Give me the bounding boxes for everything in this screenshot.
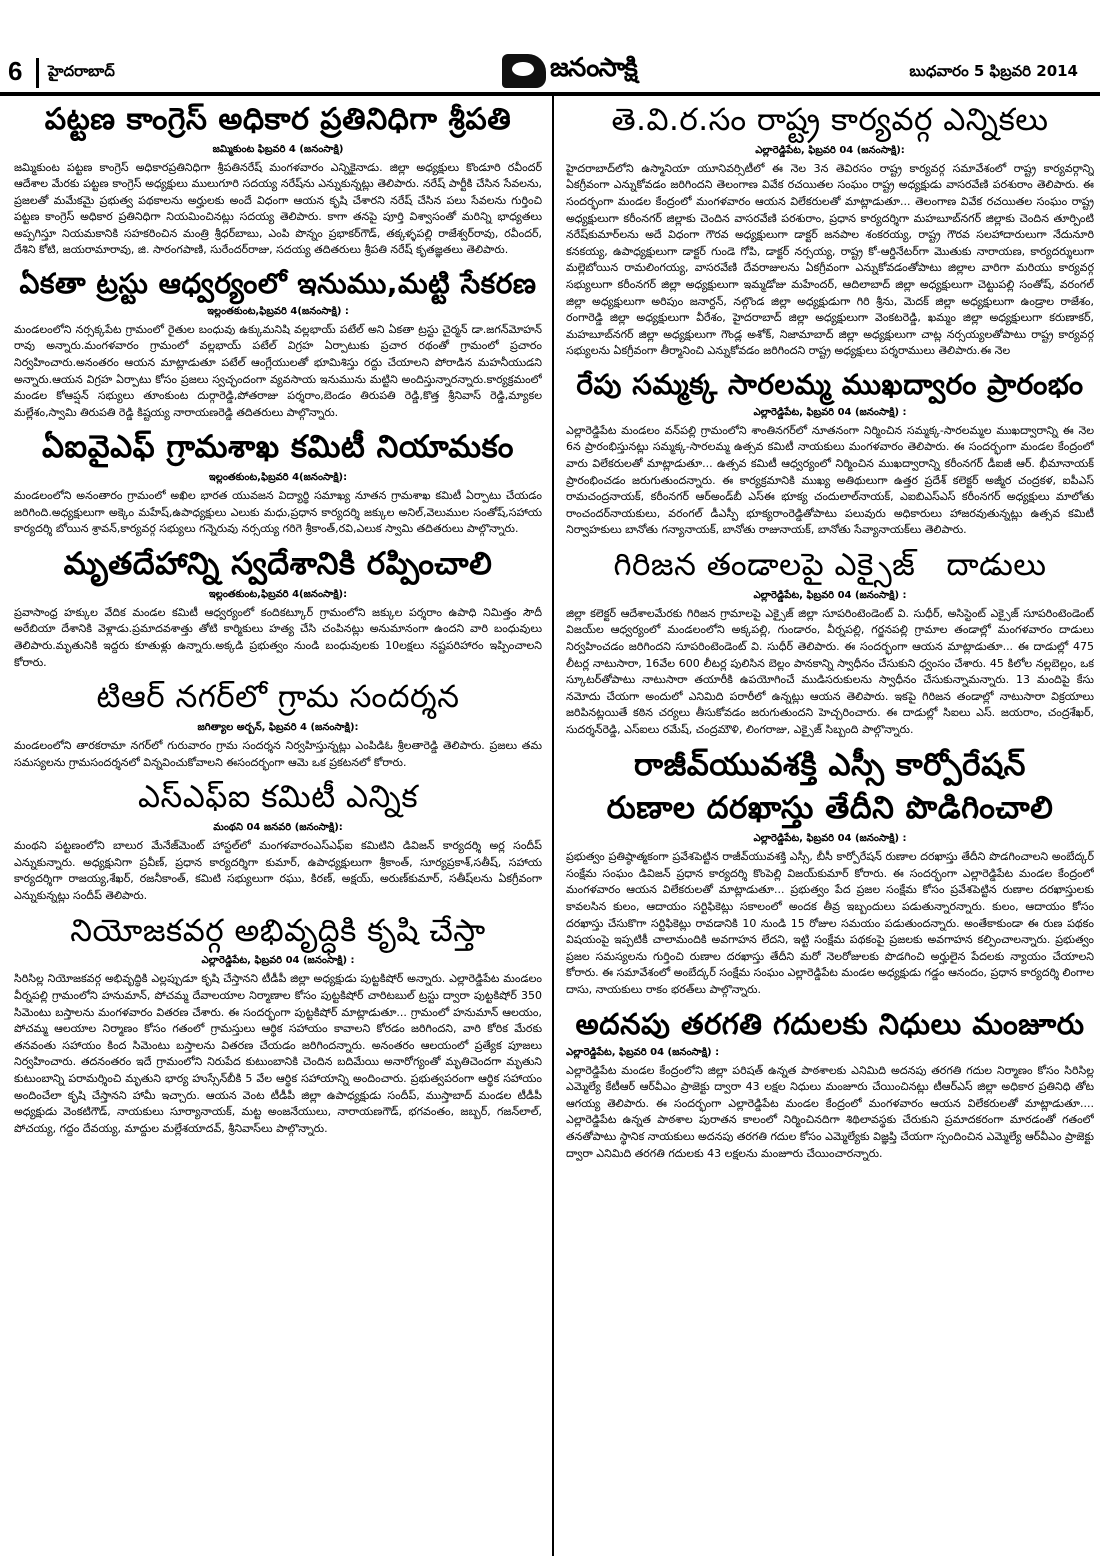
article-dateline: ఇల్లంతకుంట,ఫిబ్రవరి 4(జనంసాక్షి): bbox=[208, 588, 348, 600]
article-body: ప్రవాసాంధ్ర హక్కుల వేదిక మండల కమిటీ ఆధ్వర్యంలో కందికట్కూర్ గ్రామంలోని జక్కుల పర్శరాం ఉపాధి నిమిత్తం సౌదీ అరేబియా దేశానికి వెళ్లాడు.ప్రమాదవశాత్తు తోటి కార్మికులు హత్య చేసి చంపినట్లు అనుమానంగా ఉందని వారి బంధువులు తెలిపారు.మృతునికి ఇద్దరు కూతుళ్లు ఉన్నారు.అక్కడి ప్రభుత్వం నుండి బంధువులకు 10లక్షలు నష్టపరిహారం ఇప్పించాలని కోరారు. bbox=[14, 605, 542, 669]
article-headline: గిరిజన తండాలపై ఎక్సైజ్ దాడులు bbox=[613, 546, 1047, 583]
header-rule-thin bbox=[0, 95, 1100, 96]
article-body: జిల్లా కలెక్టర్ ఆదేశాలమేరకు గిరిజన గ్రామాలపై ఎక్సైజ్ జిల్లా సూపరింటెండెంట్ వి. సుధీర్, అసిస్టెంట్ ఎక్సైజ్ సూపరింటెండెంట్ విజయ్‌ల ఆధ్వర్యంలో మండలంలోని అక్కపల్లి, గుండారం, వీర్నపల్లి, గర్జనపల్లి గ్రామాల తండాల్లో మంగళవారం దాడులు నిర్వహించడం జరిగిందని సూపరింటెండెంట్ వి. సుధీర్ తెలిపారు. ఈ సందర్భంగా ఆయన మాట్లాడుతూ... ఈ దాడుల్లో 475 లీటర్ల నాటుసారా, 16వేల 600 లీటర్ల పులిసిన బెల్లం పానకాన్ని స్వాధీనం చేసుకుని ధ్వంసం చేశారు. 45 కిలోల నల్లబెల్లం, ఒక స్కూటర్‌తోపాటు నాటుసారా తయారీకి ఉపయోగించే ముడిసరుకులను స్వాధీనం చేసుకున్నామన్నారు. 13 మందిపై కేసు నమోదు చేయగా అందులో ఎనిమిది పరారీలో ఉన్నట్లు ఆయన తెలిపారు. ఇకపై గిరిజన తండాల్లో నాటుసారా విక్రయాలు జరిపినట్లయితే కఠిన చర్యలు తీసుకోవడం జరుగుతుందని హెచ్చరించారు. ఈ దాడుల్లో సిఐలు ఎస్. జయరాం, చంద్రశేఖర్, సుదర్శన్‌రెడ్డి, ఎస్‌ఐలు రమేష్, చంద్రమౌళి, లింగరాజు, ఎక్సైజ్ సిబ్బంది పాల్గొన్నారు. bbox=[566, 606, 1094, 736]
newspaper-logo bbox=[502, 52, 637, 90]
article bbox=[566, 366, 1094, 539]
article-headline: రాజీవ్‌యువశక్తి ఎస్సీ కార్పోరేషన్ bbox=[634, 746, 1026, 783]
city-label: హైదరాబాద్ bbox=[48, 62, 115, 80]
page-number: 6 bbox=[8, 56, 23, 86]
article-body: హైదరాబాద్‌లోని ఉస్మానియా యూనివర్సిటీలో ఈ నెల 3న తెవిరసం రాష్ట్ర కార్యవర్గ సమావేశంలో రాష్ట్ర కార్యవర్గాన్ని ఏకగ్రీవంగా ఎన్నుకోవడం జరిగిందని తెలంగాణ వివేక రచయితల సంఘం రాష్ట్ర అధ్యక్షుడు వాసరవేణి పరశురాం తెలిపారు. ఈ సందర్భంగా మండల కేంద్రంలో మంగళవారం ఆయన విలేకరులతో మాట్లాడుతూ... తెలంగాణ వివేక రచయితల సంఘం రాష్ట్ర అధ్యక్షులుగా కరీంనగర్ జిల్లాకు చెందిన వాసరవేణి పరశురాం, ప్రధాన కార్యదర్శిగా మహబూబ్‌నగర్ జిల్లాకు చెందిన తూర్పింటి నరేష్‌కుమార్‌లను అదే విధంగా గౌరవ అధ్యక్షులుగా డాక్టర్ జనపాల శంకరయ్య, రాష్ట్ర గౌరవ సలహాదారులుగా నేదునూరి కనకయ్య, ఉపాధ్యక్షులుగా డాక్టర్ గుండె గోపి, డాక్టర్ నర్సయ్య, రాష్ట్ర కో-ఆర్డినేటర్‌గా మొతుకు నారాయణ, కార్యదర్శులుగా మల్లెబోయిన రామలింగయ్య, వాసరవేణి దేవరాజులను ఏకగ్రీవంగా ఎన్నుకోవడంతోపాటు జిల్లాల వారిగా మరియు కార్యవర్గ సభ్యులుగా కరీంనగర్ జిల్లా అధ్యక్షులుగా ఇమ్మడోజు మహేందర్, ఆదిలాబాద్ జిల్లా అధ్యక్షులుగా చెట్టుపల్లి సంతోష్, వరంగల్ జిల్లా అధ్యక్షులుగా అరిపుం జనార్దన్, నల్గొండ జిల్లా అధ్యక్షుడుగా గిరి శ్రీను, మెదక్ జిల్లా అధ్యక్షులుగా ఉండ్రాల రాజేశం, రంగారెడ్డి జిల్లా అధ్యక్షులుగా వీరేశం, హైదరాబాద్ జిల్లా అధ్యక్షులుగా వెంకటరెడ్డి, ఖమ్మం జిల్లా అధ్యక్షులుగా కరుణాకర్, మహబూబ్‌నగర్ జిల్లా అధ్యక్షులుగా గౌండ్ల అశోక్, నిజామాబాద్ జిల్లా అధ్యక్షులుగా చాట్ల నర్సయ్యలతోపాటు రాష్ట్ర కార్యవర్గ సభ్యులను ఏకగ్రీవంగా తీర్మానించి ఎన్నుకోవడం జరిగిందని రాష్ట్ర అధ్యక్షులు పర్శరాములు తెలిపారు.ఈ నెల bbox=[566, 161, 1094, 358]
article bbox=[14, 777, 542, 904]
article-body: ఎల్లారెడ్డిపేట మండల కేంద్రంలోని జిల్లా పరిషత్ ఉన్నత పాఠశాలకు ఎనిమిది అదనపు తరగతి గదుల నిర్మాణం కోసం సిరిసిల్ల ఎమ్మెల్యే కేటీఆర్ ఆర్‌వీఎం ప్రాజెక్టు ద్వారా 43 లక్షల నిధులు మంజూరు చేయించినట్లు టీఆర్ఎస్ జిల్లా అధికార ప్రతినిధి తోట ఆగయ్య తెలిపారు. ఈ సందర్భంగా ఎల్లారెడ్డిపేట మండల కేంద్రంలో మంగళవారం ఆయన విలేకరులతో మాట్లాడుతూ.... ఎల్లారెడ్డిపేట ఉన్నత పాఠశాల పురాతన కాలంలో నిర్మించినదిగా శిథిలావస్థకు చేరుకుని ప్రమాదకరంగా మారడంతో గతంలో తనతోపాటు స్థానిక నాయకులు అదనపు తరగతి గదుల కోసం ఎమ్మెల్యేకు విజ్ఞప్తి చేయగా స్పందించిన ఎమ్మెల్యే ఆర్‌వీఎం ప్రాజెక్టు ద్వారా ఎనిమిది తరగతి గదులకు 43 లక్షలను మంజూరు చేయించారన్నారు. bbox=[566, 1063, 1094, 1160]
article-headline: రేపు సమ్మక్క సారలమ్మ ముఖద్వారం ప్రారంభం bbox=[576, 367, 1084, 401]
article-dateline: జగిత్యాల అర్బన్, ఫిబ్రవరి 4 (జనంసాక్షి): bbox=[197, 722, 359, 734]
article bbox=[566, 545, 1094, 739]
article-headline-line-2: రుణాల దరఖాస్తు తేదీని పొడిగించాలి bbox=[606, 790, 1054, 827]
article-body: జమ్మికుంట పట్టణ కాంగ్రెస్ అధికారప్రతినిధిగా శ్రీపతినరేష్ మంగళవారం ఎన్నికైనాడు. జిల్లా అధ్యక్షులు కొండూరి రవీందర్ ఆదేశాల మేరకు పట్టణ కాంగ్రెస్ అధ్యక్షులు ములుగూరి సదయ్య నరేష్‌ను ఎన్నుకున్నట్లు తెలిపారు. నరేష్ పార్టీకి చేసిన సేవలను, ప్రజలతో మమేకమై ప్రభుత్వ పథకాలను అర్హులకు అందే విధంగా ఆయన కృషి చేశారని నరేష్ చేసిన పలు సేవలను గుర్తించి పట్టణ కాంగ్రెస్ అధికార ప్రతినిధిగా నియమించినట్లు సదయ్య తెలిపారు. కాగా తనపై పూర్తి విశ్వాసంతో మరిన్ని భాధ్యతలు అప్పగిస్తూ నియమకానికి సహకరించిన మంత్రి శ్రీధర్‌బాబు, ఎంపి పొన్నం ప్రభాకర్‌గౌడ్, తక్కళ్ళపల్లి రాజేశ్వర్‌రావు, రవీందర్, దేశిని కోటి, జయరామారావు, జి. సారంగపాణి, సురేందర్‌రాజు, సదయ్య తదితరులు శ్రీపతి నరేష్ కృతజ్ఞతలు తెలిపారు. bbox=[14, 160, 542, 257]
article-headline: అదనపు తరగతి గదులకు నిధులు మంజూరు bbox=[575, 1006, 1085, 1041]
article bbox=[566, 100, 1094, 360]
article-dateline: జమ్మికుంట ఫిబ్రవరి 4 (జనంసాక్షి) bbox=[212, 143, 344, 155]
masthead bbox=[0, 0, 1100, 95]
article-body: ప్రభుత్వం ప్రతిష్ఠాత్మకంగా ప్రవేశపెట్టిన రాజీవ్‌యువశక్తి ఎస్సీ, బీసీ కార్పోరేషన్ రుణాల దరఖాస్తు తేదీని పొడగించాలని అంబేద్కర్ సంక్షేమ సంఘం డివిజన్ ప్రధాన కార్యదర్శి కొంపెల్లి విజయ్‌కుమార్ కోరారు. ఈ సందర్భంగా ఎల్లారెడ్డిపేట మండల కేంద్రంలో మంగళవారం ఆయన విలేకరులతో మాట్లాడుతూ... ప్రభుత్వం పేద ప్రజల సంక్షేమ కోసం ప్రవేశపెట్టిన రుణాల దరఖాస్తులకు కావలసిన కులం, ఆదాయం సర్టిఫికెట్లు సకాలంలో అందక తీవ్ర ఇబ్బందులు పడుతున్నారన్నారు. కులం, ఆదాయం కోసం దరఖాస్తు చేసుకొగా సర్టిఫికెట్లు రావడానికి 10 నుండి 15 రోజుల సమయం పడుతుందన్నారు. అంతేకాకుండా ఈ రుణ పథకం విషయంపై ఇప్పటికీ చాలామందికి అవగాహన లేదని, ఇట్టి సంక్షేమ పథకంపై ప్రజలకు అవగాహన కల్పించాలన్నారు. ప్రభుత్వం ప్రజల సమస్యలను గుర్తించి రుణాల దరఖాస్తు తేదీని మరో నెలరోజులకు పొడగించి అర్హులైన పేదలకు న్యాయం చేయాలని కోరారు. ఈ సమావేశంలో అంబేద్కర్ సంక్షేమ సంఘం ఎల్లారెడ్డిపేట మండల అధ్యక్షుడు గడ్డం ఆనందం, ప్రధాన కార్యదర్శి లింగాల దాసు, నాయకులు రాకం భరత్‌లు పాల్గొన్నారు. bbox=[566, 850, 1094, 996]
article-headline: నియోజకవర్గ అభివృద్ధికి కృషి చేస్తా bbox=[70, 912, 486, 949]
right-column bbox=[566, 100, 1094, 1556]
article-dateline: ఎల్లారెడ్డిపేట, ఫిబ్రవరి 04 (జనంసాక్షి) : bbox=[753, 589, 907, 601]
logo-map-icon bbox=[502, 54, 546, 88]
article-headline: తె.వి.ర.సం రాష్ట్ర కార్యవర్గ ఎన్నికలు bbox=[611, 102, 1049, 138]
article-dateline: మంథని 04 జనవరి (జనంసాక్షి): bbox=[213, 822, 343, 834]
article-headline: మృతదేహాన్ని స్వదేశానికి రప్పించాలి bbox=[63, 546, 493, 583]
article bbox=[14, 677, 542, 771]
article-dateline: ఎల్లారెడ్డిపేట, ఫిబ్రవరి 04 (జనంసాక్షి) : bbox=[753, 406, 907, 418]
left-column bbox=[14, 100, 542, 1556]
article bbox=[14, 544, 542, 671]
logo-text: జనంసాక్షి bbox=[550, 53, 637, 83]
article-dateline: ఎల్లారెడ్డిపేట, ఫిబ్రవరి 04 (జనంసాక్షి) : bbox=[201, 955, 355, 967]
article bbox=[14, 265, 542, 421]
article-body: ఎల్లారెడ్డిపేట మండలం వన్‌పల్లి గ్రామంలోని శాంతినగర్‌లో నూతనంగా నిర్మించిన సమ్మక్క-సారలమ్మల ముఖద్వారాన్ని ఈ నెల 6న ప్రారంభిస్తునట్లు సమ్మక్క-సారలమ్మ ఉత్సవ కమిటీ నాయకులు మంగళవారం తెలిపారు. ఈ సందర్భంగా మండల కేంద్రంలో వారు విలేకరులతో మాట్లాడుతూ... ఉత్సవ కమిటీ ఆధ్వర్యంలో నిర్మించిన ముఖద్వారాన్ని కరీంనగర్ డీఐజీ ఆర్. భీమానాయక్ ప్రారంభించడం జరుగుతుందన్నారు. ఈ కార్యక్రమానికి ముఖ్య అతిథులుగా ఉత్తర ప్రదేశ్ కలెక్టర్ అజ్మీర చంద్రకళ, ఐపీఎస్ రామచంద్రనాయక్, కరీంనగర్ ఆర్‌అండ్‌బీ ఎస్ఈ భూక్య చందులాల్‌నాయక్, ఎఐబిఎస్ఎస్ కరీంనగర్ అధ్యక్షులు మాలోతు రాంచందర్‌నాయకులు, వరంగల్ డీఎస్పీ భూక్యరాంరెడ్డితోపాటు పలువురు అధికారులు హాజరవుతున్నట్లు ఉత్సవ కమిటీ నిర్వాహకులు బానోతు గన్యానాయక్, బానోతు రాజునాయక్, బానోతు సేవ్యానాయక్‌లు తెలిపారు. bbox=[566, 423, 1094, 537]
article bbox=[14, 911, 542, 1138]
article-body: మండలంలోని నర్సక్కపేట గ్రామంలో రైతుల బంధువు ఉక్కుమనిషి వల్లభాయ్ పటేల్ అని ఏకతా ట్రస్టు చైర్మన్ డా.జగన్‌మోహన్ రావు అన్నారు.మంగళవారం గ్రామంలో వల్లభాయ్ పటేల్ విగ్రహ ఏర్పాటుకు ప్రచార రథంతో గ్రామంలో ప్రచారం నిర్వహించారు.అనంతరం ఆయన మాట్లాడుతూ పటేల్ ఆంగ్లేయులతో భూమిశిస్తు రద్దు చేయాలని పోరాడిన మహనీయుడని అన్నారు.ఆయన విగ్రహ ఏర్పాటు కోసం ప్రజలు స్వచ్ఛందంగా వ్యవసాయ ఇనుమును మట్టిని అందిస్తున్నారన్నారు.కార్యక్రమంలో మండల కోఆప్షన్ సభ్యులు తూంకుంట దుర్గారెడ్డి,పోతరాజు పర్శరాం,బెండం తిరుపతి రెడ్డి,కొత్త శ్రీనివాస్ రెడ్డి,మ్యాకల మల్లేశం,స్వామి తిరుపతి రెడ్డి కిష్టయ్య నారాయణరెడ్డి తదితరులు పాల్గొన్నారు. bbox=[14, 322, 542, 419]
article-headline: పట్టణ కాంగ్రెస్ అధికార ప్రతినిధిగా శ్రీపతి bbox=[44, 102, 512, 137]
article-dateline: ఎల్లారెడ్డిపేట, ఫిబ్రవరి 04 (జనంసాక్షి) : bbox=[753, 833, 907, 845]
article-dateline: ఇల్లంతకుంట,ఫిబ్రవరి 4(జనంసాక్షి) : bbox=[207, 305, 349, 317]
article-dateline: ఎల్లారెడ్డిపేట, ఫిబ్రవరి 04 (జనంసాక్షి): bbox=[755, 144, 905, 156]
article-headline: ఏకతా ట్రస్టు ఆధ్వర్యంలో ఇనుము,మట్టి సేకరణ bbox=[19, 267, 537, 301]
article-headline: టిఆర్ నగర్‌లో గ్రామ సందర్శన bbox=[96, 679, 460, 716]
issue-date: బుధవారం 5 ఫిబ్రవరి 2014 bbox=[909, 62, 1078, 80]
article-body: మండలంలోని తారకరామా నగర్‌లో గురువారం గ్రామ సందర్శన నిర్వహిస్తున్నట్లు ఎంపిడిఓ శ్రీలతారెడ్డి తెలిపారు. ప్రజలు తమ సమస్యలను గ్రామసందర్శనలో విన్నవించుకోవాలని ఈసందర్భంగా ఆమె ఒక ప్రకటనలో కోరారు. bbox=[14, 739, 542, 769]
article-headline: ఏఐవైఎఫ్ గ్రామశాఖ కమిటీ నియామకం bbox=[42, 429, 514, 466]
article-body: సిరిసిల్ల నియోజకవర్గ అభివృద్ధికి ఎల్లప్పుడూ కృషి చేస్తానని టీడీపీ జిల్లా అధ్యక్షుడు పుట్టకిషోర్ అన్నారు. ఎల్లారెడ్డిపేట మండలం వీర్నపల్లి గ్రామంలోని హనుమాన్, పోచమ్మ దేవాలయాల నిర్మాణాల కోసం పుట్టకిషోర్ చారిటబుల్ ట్రస్టు ద్వారా పుట్టకిషోర్ 350 సిమెంటు బస్తాలను మంగళవారం వితరణ చేశారు. ఈ సందర్భంగా పుట్టకిషోర్ మాట్లాడుతూ... గ్రామంలో హనుమాన్ ఆలయం, పోచమ్మ ఆలయాల నిర్మాణం కోసం గతంలో గ్రామస్తులు ఆర్థిక సహాయం కావాలని కోరడం జరిగిందని, వారి కోరిక మేరకు తనవంతు సహాయం కింద సిమెంటు బస్తాలను వితరణ చేయడం జరిగిందన్నారు. అనంతరం ఆలయంలో ప్రత్యేక పూజలు నిర్వహించారు. తదనంతరం ఇదే గ్రామంలోని నిరుపేద కుటుంబానికి చెందిన బదిమేయి అనారోగ్యంతో మృతిచెందగా మృతుని కుటుంబాన్ని పరామర్శించి మృతుని భార్య హుస్సేన్‌బీకి 5 వేల ఆర్థిక సహాయాన్ని అందించారు. ప్రభుత్వపరంగా ఆర్థిక సహాయం అందించేలా కృషి చేస్తానని హామీ ఇచ్చారు. ఆయన వెంట టీడీపీ జిల్లా ఉపాధ్యక్షుడు సందీప్, ముస్తాబాద్ మండల టీడీపీ అధ్యక్షుడు వెంకటిగౌడ్, నాయకులు సూర్యానాయక్, మట్ట అంజనేయులు, నారాయణగౌడ్, భగవంతం, జబ్బర్, గజన్‌లాల్, పోచయ్య, గద్దం దేవయ్య, మాద్దుల మల్లేశయాదవ్, శ్రీనివాస్‌లు పాల్గొన్నారు. bbox=[14, 972, 542, 1135]
page-number-divider bbox=[36, 58, 39, 88]
article-body: మంథని పట్టణంలోని బాలుర మేనేజ్‌మెంట్ హాస్టల్‌లో మంగళవారంఎస్‌ఎఫ్ఐ కమిటిని డివిజన్ కార్యదర్శి అర్ల సందీప్ ఎన్నుకున్నారు. అధ్యక్షునిగా ప్రవీణ్, ప్రధాన కార్యదర్శిగా కుమార్, ఉపాధ్యక్షులుగా శ్రీకాంత్, సూర్యప్రకాశ్,సతీష్, సహాయ కార్యదర్శిగా రాజయ్య,శేఖర్, రజనీకాంత్, కమిటి సభ్యులుగా రఘు, కిరణ్, అక్షయ్, అరుణ్‌కుమార్, సతీష్‌లను ఏకగ్రీవంగా ఎన్నుకున్నట్లు సందీప్ తెలిపారు. bbox=[14, 839, 542, 902]
article bbox=[566, 745, 1094, 999]
article-headline: ఎస్‌ఎఫ్ఐ కమిటీ ఎన్నిక bbox=[137, 779, 419, 816]
article bbox=[566, 1005, 1094, 1163]
article-dateline: ఎల్లారెడ్డిపేట, ఫిబ్రవరి 04 (జనంసాక్షి) : bbox=[566, 1046, 720, 1058]
article-body: మండలంలోని అనంతారం గ్రామంలో అఖిల భారత యువజన విద్యార్థి సమాఖ్య నూతన గ్రామశాఖ కమిటీ ఏర్పాటు చేయడం జరిగింది.అధ్యక్షులుగా అక్కెం మహేష్,ఉపాధ్యక్షులు ఎలుకు మధు,ప్రధాన కార్యదర్శి జక్కుల అనిల్,వెలుముల సంతోష్,సహాయ కార్యదర్శి బోయిన శ్రావన్,కార్యవర్గ సభ్యులు గన్నెరువు నర్సయ్య గరిగె శ్రీకాంత్,రవి,ఎలుక స్వామి తదితరులు పాల్గొన్నారు. bbox=[14, 489, 542, 536]
article bbox=[14, 100, 542, 259]
article bbox=[14, 427, 542, 538]
article-dateline: ఇల్లంతకుంట,ఫిబ్రవరి 4(జనంసాక్షి): bbox=[208, 472, 348, 484]
column-divider bbox=[552, 96, 554, 1556]
